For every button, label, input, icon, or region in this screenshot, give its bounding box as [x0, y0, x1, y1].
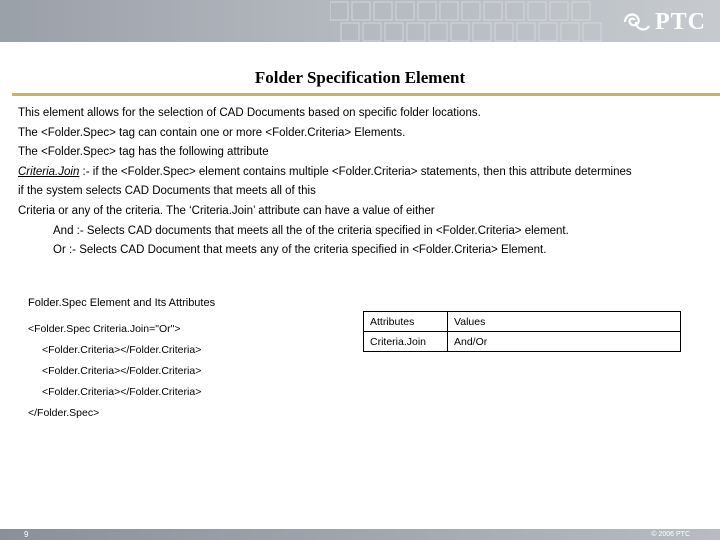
table-header-cell: Values — [448, 312, 681, 332]
example-line: <Folder.Criteria></Folder.Criteria> — [42, 386, 202, 398]
intro-line-4 — [18, 163, 708, 183]
intro-line-1: This element allows for the selection of CAD Documents based on specific folder locations. — [18, 107, 481, 119]
page-number: 9 — [24, 530, 29, 539]
header-band — [0, 0, 720, 42]
example-line: <Folder.Criteria></Folder.Criteria> — [42, 344, 202, 356]
example-line: <Folder.Criteria></Folder.Criteria> — [42, 365, 202, 377]
body-text — [18, 104, 708, 261]
table-cell: And/Or — [448, 332, 681, 352]
table-header-cell: Attributes — [364, 312, 448, 332]
example-heading: Folder.Spec Element and Its Attributes — [28, 297, 216, 309]
table-cell: Criteria.Join — [364, 332, 448, 352]
example-line: </Folder.Spec> — [28, 407, 100, 419]
table-row — [364, 332, 681, 352]
or-option-description: Or :- Selects CAD Document that meets any of the criteria specified in <Folder.Criteria> Element. — [53, 244, 547, 257]
title-divider — [12, 93, 720, 96]
logo-text: PTC — [655, 8, 706, 35]
ptc-logo — [621, 8, 706, 36]
intro-line-6: Criteria or any of the criteria. The ‘Criteria.Join’ attribute can have a value of either — [18, 204, 435, 217]
copyright-notice: © 2006 PTC — [651, 531, 690, 538]
ptc-swirl-icon — [621, 9, 651, 35]
intro-line-2: The <Folder.Spec> tag can contain one or more <Folder.Criteria> Elements. — [18, 126, 406, 139]
attributes-table — [363, 311, 681, 352]
page-title: Folder Specification Element — [254, 68, 466, 87]
and-option-description: And :- Selects CAD documents that meets all the of the criteria specified in <Folder.Criteria> element. — [53, 224, 569, 237]
intro-line-5: if the system selects CAD Documents that meets all of this — [18, 185, 316, 198]
header-pattern — [330, 0, 610, 42]
table-header-row — [364, 312, 681, 332]
example-block — [28, 297, 215, 424]
example-line: <Folder.Spec Criteria.Join="Or"> — [28, 323, 181, 335]
criteria-join-description: :- if the <Folder.Spec> element contains multiple <Folder.Criteria> statements, then this attribute determines — [79, 165, 632, 178]
intro-line-3: The <Folder.Spec> tag has the following attribute — [18, 146, 269, 159]
footer-band — [0, 529, 720, 540]
criteria-join-term: Criteria.Join — [18, 165, 80, 178]
